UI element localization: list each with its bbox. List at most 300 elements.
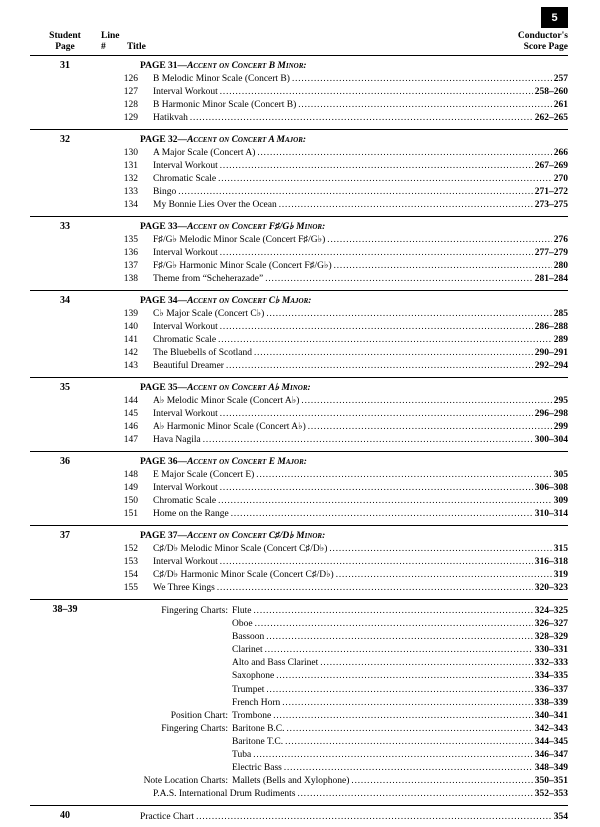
score-page: 292–294 <box>534 361 568 372</box>
entry-title: F♯/G♭ Harmonic Minor Scale (Concert F♯/G♭) <box>153 261 332 272</box>
toc-entry-row <box>100 72 568 85</box>
student-page: 33 <box>60 221 70 233</box>
score-page: 316–318 <box>534 557 568 568</box>
entry-content <box>140 555 568 568</box>
line-number: 151 <box>123 509 138 520</box>
entry-title: Interval Workout <box>153 322 218 333</box>
toc-section <box>30 291 568 378</box>
entry-title: E Major Scale (Concert E) <box>153 470 255 481</box>
dot-leader <box>329 542 551 555</box>
entry-content <box>140 307 568 320</box>
dot-leader <box>282 696 532 709</box>
toc-section <box>30 378 568 452</box>
entry-title: F♯/G♭ Melodic Minor Scale (Concert F♯/G♭) <box>153 235 326 246</box>
entry-title: Tuba <box>232 750 252 760</box>
toc-heading-row <box>100 456 568 468</box>
entry-content <box>140 111 568 124</box>
entry-title: Practice Chart <box>140 811 195 822</box>
column-header-line1: Student <box>49 31 81 41</box>
entry-content <box>140 98 568 111</box>
score-page: 289 <box>553 335 568 346</box>
entry-content <box>140 333 568 346</box>
dot-leader <box>220 407 533 420</box>
column-header-student-page <box>30 31 100 52</box>
heading-accent: Accent on Concert B Minor: <box>187 61 307 71</box>
heading-content <box>140 456 568 468</box>
dot-leader <box>351 774 532 787</box>
entry-content <box>140 604 568 617</box>
toc-entry-row <box>100 85 568 98</box>
dot-leader <box>254 604 533 617</box>
score-page: 328–329 <box>534 632 568 643</box>
entry-title: Chromatic Scale <box>153 496 217 507</box>
toc-heading-row <box>100 530 568 542</box>
dot-leader <box>301 394 551 407</box>
chart-entry-row <box>100 761 568 774</box>
toc-entry-row <box>100 494 568 507</box>
toc-section <box>30 526 568 600</box>
score-page: 299 <box>553 422 568 433</box>
score-page: 326–327 <box>534 619 568 630</box>
chart-entry-row <box>100 617 568 630</box>
score-page: 266 <box>553 148 568 159</box>
dot-leader <box>178 185 533 198</box>
score-page: 300–304 <box>534 435 568 446</box>
toc-entry-row <box>100 433 568 446</box>
dot-leader <box>220 85 533 98</box>
section-rows <box>100 810 568 823</box>
dot-leader <box>231 507 533 520</box>
toc-heading-row <box>100 382 568 394</box>
score-page: 334–335 <box>534 671 568 682</box>
score-page: 280 <box>553 261 568 272</box>
chart-entry-row <box>100 604 568 617</box>
entry-content <box>140 643 568 656</box>
toc-entry-row <box>100 98 568 111</box>
score-page: 257 <box>553 74 568 85</box>
line-number: 136 <box>123 248 138 259</box>
score-page: 348–349 <box>534 763 568 774</box>
dot-leader <box>256 468 551 481</box>
entry-title: The Bluebells of Scotland <box>153 348 252 359</box>
line-number: 132 <box>123 174 138 185</box>
toc-entry-row <box>100 568 568 581</box>
score-page: 281–284 <box>534 274 568 285</box>
section-rows <box>100 295 568 373</box>
entry-content <box>140 346 568 359</box>
entry-content <box>140 272 568 285</box>
entry-content <box>140 85 568 98</box>
dot-leader <box>327 233 551 246</box>
line-number: 141 <box>123 335 138 346</box>
score-page: 296–298 <box>534 409 568 420</box>
score-page: 344–345 <box>534 736 568 747</box>
entry-title: B Melodic Minor Scale (Concert B) <box>153 74 290 85</box>
score-page: 276 <box>553 235 568 246</box>
entry-content <box>140 656 568 669</box>
chart-label: Position Chart: <box>170 710 228 721</box>
entry-title: B Harmonic Minor Scale (Concert B) <box>153 100 297 111</box>
section-rows <box>100 60 568 124</box>
student-page: 38–39 <box>52 603 78 615</box>
score-page: 267–269 <box>534 161 568 172</box>
dot-leader <box>220 555 533 568</box>
heading-prefix: PAGE 32— <box>140 134 188 145</box>
score-page: 262–265 <box>534 113 568 124</box>
heading-accent: Accent on Concert C♯/D♭ Minor: <box>187 531 326 541</box>
line-number: 142 <box>123 348 138 359</box>
entry-title: We Three Kings <box>153 583 215 594</box>
score-page: 258–260 <box>534 87 568 98</box>
score-page: 352–353 <box>534 789 568 800</box>
chart-entry-row <box>100 656 568 669</box>
entry-title: Beautiful Dreamer <box>153 361 224 372</box>
heading-prefix: PAGE 35— <box>140 383 188 394</box>
heading-prefix: PAGE 37— <box>140 531 188 541</box>
chart-entry-row <box>100 669 568 682</box>
dot-leader <box>276 669 533 682</box>
line-number: 134 <box>123 200 138 211</box>
dot-leader <box>320 656 532 669</box>
entry-title: Chromatic Scale <box>153 335 217 346</box>
dot-leader <box>298 98 551 111</box>
section-rows <box>100 134 568 212</box>
toc-entry-row <box>100 146 568 159</box>
entry-content <box>140 748 568 761</box>
entry-title: C♯/D♭ Harmonic Minor Scale (Concert C♯/D♭) <box>153 570 334 581</box>
entry-content <box>140 568 568 581</box>
column-header-score-page <box>518 31 568 52</box>
score-page: 324–325 <box>534 605 568 616</box>
dot-leader <box>265 272 533 285</box>
entry-title: French Horn <box>232 697 281 708</box>
dot-leader <box>265 643 533 656</box>
score-page: 305 <box>553 470 568 481</box>
toc-heading-row <box>100 221 568 233</box>
toc-entry-row <box>100 420 568 433</box>
toc-entry-row <box>100 246 568 259</box>
entry-content <box>140 233 568 246</box>
toc-heading-row <box>100 295 568 307</box>
score-page: 309 <box>553 496 568 507</box>
entry-title: Interval Workout <box>153 87 218 98</box>
entry-title: Baritone B.C. <box>232 723 285 734</box>
entry-content <box>140 696 568 709</box>
entry-content <box>140 407 568 420</box>
column-header-title-label: Title <box>127 41 146 52</box>
chart-entry-row <box>100 643 568 656</box>
score-page: 285 <box>553 309 568 320</box>
dot-leader <box>218 172 552 185</box>
entry-content <box>140 468 568 481</box>
column-header-line1: Line <box>101 31 120 41</box>
toc-entry-row <box>100 159 568 172</box>
score-page: 290–291 <box>534 348 568 359</box>
entry-title: Interval Workout <box>153 161 218 172</box>
column-header-line2: Score Page <box>523 41 568 52</box>
dot-leader <box>285 735 533 748</box>
chart-entry-row <box>100 774 568 787</box>
entry-title: Theme from “Scheherazade” <box>153 274 264 285</box>
toc-section <box>30 56 568 130</box>
line-number: 147 <box>123 435 138 446</box>
heading-accent: Accent on Concert A♭ Minor: <box>187 383 311 394</box>
toc-heading-row <box>100 134 568 146</box>
dot-leader <box>266 630 533 643</box>
toc-body <box>30 56 568 827</box>
line-number: 133 <box>123 187 138 198</box>
heading-content <box>140 382 568 394</box>
toc-section <box>30 600 568 806</box>
line-number: 148 <box>123 470 138 481</box>
entry-content <box>140 172 568 185</box>
toc-entry-row <box>100 198 568 211</box>
dot-leader <box>203 433 533 446</box>
dot-leader <box>217 581 533 594</box>
student-page: 35 <box>60 382 70 394</box>
score-page: 315 <box>553 544 568 555</box>
entry-content <box>140 761 568 774</box>
entry-title: Trumpet <box>232 684 265 695</box>
toc-entry-row <box>100 111 568 124</box>
dot-leader <box>218 333 552 346</box>
dot-leader <box>255 617 533 630</box>
score-page: 330–331 <box>534 645 568 656</box>
dot-leader <box>273 709 533 722</box>
entry-content <box>140 433 568 446</box>
heading-prefix: PAGE 36— <box>140 457 188 468</box>
entry-content <box>140 507 568 520</box>
entry-title: Trombone <box>232 710 272 721</box>
entry-title: A♭ Melodic Minor Scale (Concert A♭) <box>153 396 300 407</box>
section-rows <box>100 382 568 446</box>
student-page: 32 <box>60 133 70 145</box>
student-page: 40 <box>60 809 70 821</box>
line-number: 128 <box>123 100 138 111</box>
toc-entry-row <box>100 787 568 800</box>
toc-entry-row <box>100 581 568 594</box>
toc-entry-row <box>100 810 568 823</box>
entry-title: Interval Workout <box>153 483 218 494</box>
heading-content <box>140 134 568 146</box>
toc-heading-row <box>100 60 568 72</box>
entry-title: Clarinet <box>232 645 263 656</box>
line-number: 126 <box>123 74 138 85</box>
line-number: 129 <box>123 113 138 124</box>
toc-entry-row <box>100 394 568 407</box>
entry-content <box>140 617 568 630</box>
chart-entry-row <box>100 683 568 696</box>
chart-entry-row <box>100 735 568 748</box>
entry-content <box>140 320 568 333</box>
dot-leader <box>292 72 552 85</box>
score-page: 261 <box>553 100 568 111</box>
heading-content <box>140 295 568 307</box>
line-number: 135 <box>123 235 138 246</box>
heading-accent: Accent on Concert A Major: <box>187 134 307 145</box>
line-number: 145 <box>123 409 138 420</box>
column-header-line1: Conductor's <box>517 31 568 41</box>
score-page: 346–347 <box>534 750 568 760</box>
entry-content <box>140 359 568 372</box>
section-rows <box>100 530 568 594</box>
toc-entry-row <box>100 359 568 372</box>
entry-content <box>140 683 568 696</box>
entry-title: Flute <box>232 605 252 616</box>
entry-content <box>140 420 568 433</box>
line-number: 154 <box>123 570 138 581</box>
toc-entry-row <box>100 555 568 568</box>
student-page: 34 <box>60 295 70 306</box>
toc-entry-row <box>100 233 568 246</box>
toc-entry-row <box>100 172 568 185</box>
toc-section <box>30 806 568 827</box>
entry-title: C♯/D♭ Melodic Minor Scale (Concert C♯/D♭) <box>153 544 328 555</box>
heading-prefix: PAGE 31— <box>140 61 188 71</box>
page-number-badge: 5 <box>541 7 568 28</box>
line-number: 153 <box>123 557 138 568</box>
toc-entry-row <box>100 507 568 520</box>
toc-entry-row <box>100 346 568 359</box>
dot-leader <box>220 320 533 333</box>
line-number: 150 <box>123 496 138 507</box>
entry-title: Bassoon <box>232 632 265 643</box>
entry-title: A Major Scale (Concert A) <box>153 148 256 159</box>
dot-leader <box>279 198 533 211</box>
entry-content <box>140 198 568 211</box>
chart-label: Fingering Charts: <box>161 723 228 734</box>
entry-title: My Bonnie Lies Over the Ocean <box>153 200 277 211</box>
student-page: 37 <box>60 530 70 541</box>
line-number: 143 <box>123 361 138 372</box>
heading-accent: Accent on Concert F♯/G♭ Minor: <box>187 222 326 233</box>
score-page: 354 <box>553 811 568 822</box>
entry-content <box>140 185 568 198</box>
entry-title: Chromatic Scale <box>153 174 217 185</box>
line-number: 146 <box>123 422 138 433</box>
dot-leader <box>334 259 552 272</box>
score-page: 273–275 <box>534 200 568 211</box>
dot-leader <box>226 359 533 372</box>
entry-title: A♭ Harmonic Minor Scale (Concert A♭) <box>153 422 306 433</box>
entry-title: Electric Bass <box>232 763 282 774</box>
entry-title: Alto and Bass Clarinet <box>232 658 319 669</box>
toc-entry-row <box>100 259 568 272</box>
heading-content <box>140 60 568 72</box>
heading-content <box>140 221 568 233</box>
entry-content <box>140 542 568 555</box>
entry-content <box>140 709 568 722</box>
line-number: 144 <box>123 396 138 407</box>
toc-entry-row <box>100 407 568 420</box>
toc-section <box>30 130 568 217</box>
section-rows <box>100 456 568 520</box>
entry-content <box>140 774 568 787</box>
score-page: 271–272 <box>534 187 568 198</box>
chart-entry-row <box>100 630 568 643</box>
dot-leader <box>220 246 533 259</box>
dot-leader <box>284 761 533 774</box>
score-page: 286–288 <box>534 322 568 333</box>
section-rows <box>100 221 568 285</box>
line-number: 131 <box>123 161 138 172</box>
score-page: 320–323 <box>534 583 568 594</box>
line-number: 127 <box>123 87 138 98</box>
entry-content <box>140 787 568 800</box>
entry-content <box>140 72 568 85</box>
column-header-line2: # <box>101 41 106 52</box>
entry-content <box>140 810 568 823</box>
entry-content <box>140 669 568 682</box>
chart-entry-row <box>100 709 568 722</box>
line-number: 137 <box>123 261 138 272</box>
entry-content <box>140 735 568 748</box>
entry-content <box>140 630 568 643</box>
entry-content <box>140 259 568 272</box>
entry-title: P.A.S. International Drum Rudiments <box>153 789 296 800</box>
entry-content <box>140 494 568 507</box>
dot-leader <box>220 159 533 172</box>
dot-leader <box>254 346 533 359</box>
score-page: 340–341 <box>534 710 568 721</box>
score-page: 277–279 <box>534 248 568 259</box>
score-page: 306–308 <box>534 483 568 494</box>
column-header-title <box>127 41 518 53</box>
chart-label: Fingering Charts: <box>161 605 228 616</box>
entry-title: Mallets (Bells and Xylophone) <box>232 776 350 787</box>
dot-leader <box>257 146 551 159</box>
toc-section <box>30 217 568 291</box>
score-page: 319 <box>553 570 568 581</box>
entry-title: Interval Workout <box>153 409 218 420</box>
score-page: 338–339 <box>534 697 568 708</box>
toc-entry-row <box>100 333 568 346</box>
dot-leader <box>336 568 552 581</box>
score-page: 332–333 <box>534 658 568 669</box>
chart-entry-row <box>100 696 568 709</box>
entry-title: Interval Workout <box>153 557 218 568</box>
heading-accent: Accent on Concert E Major: <box>187 457 307 468</box>
dot-leader <box>218 494 552 507</box>
line-number: 155 <box>123 583 138 594</box>
dot-leader <box>220 481 533 494</box>
dot-leader <box>266 683 532 696</box>
dot-leader <box>266 307 551 320</box>
toc-entry-row <box>100 185 568 198</box>
section-rows <box>100 604 568 800</box>
entry-title: Home on the Range <box>153 509 229 520</box>
dot-leader <box>308 420 552 433</box>
entry-title: Hatikvah <box>153 113 188 124</box>
entry-content <box>140 394 568 407</box>
chart-label: Note Location Charts: <box>143 776 228 787</box>
toc-entry-row <box>100 468 568 481</box>
line-number: 139 <box>123 309 138 320</box>
entry-content <box>140 246 568 259</box>
heading-content <box>140 530 568 542</box>
dot-leader <box>196 810 552 823</box>
entry-title: Bingo <box>153 187 177 198</box>
line-number: 138 <box>123 274 138 285</box>
score-page: 350–351 <box>534 776 568 787</box>
column-header-line2: Page <box>55 41 75 52</box>
entry-content <box>140 481 568 494</box>
toc-entry-row <box>100 542 568 555</box>
entry-title: Oboe <box>232 619 253 630</box>
toc-entry-row <box>100 320 568 333</box>
entry-title: Saxophone <box>232 671 275 682</box>
entry-content <box>140 159 568 172</box>
